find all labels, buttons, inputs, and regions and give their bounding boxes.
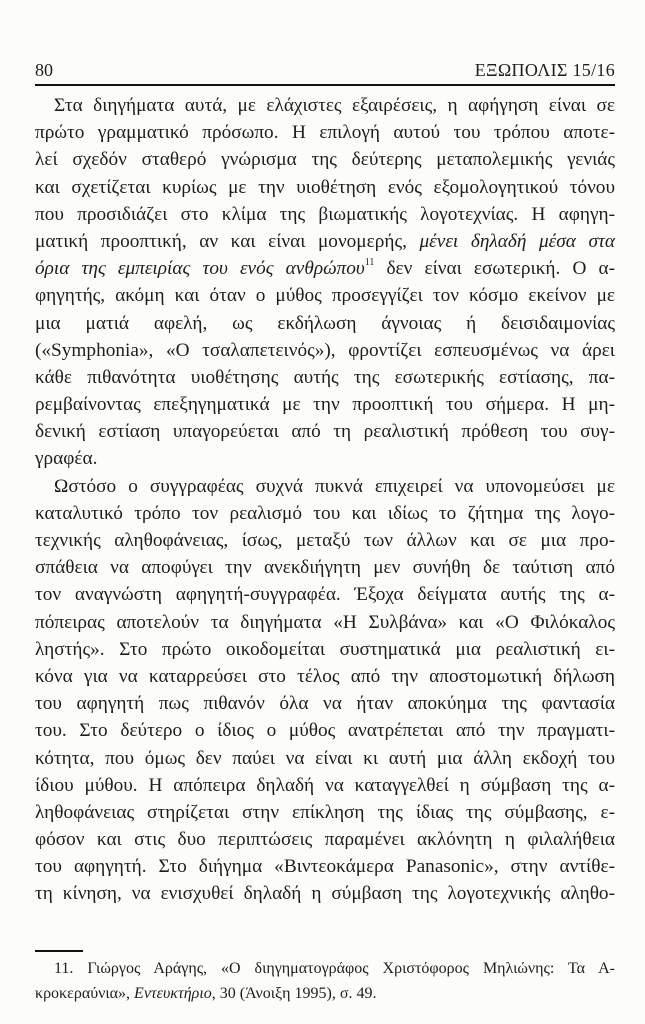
- text-line: [35, 799, 615, 826]
- text-line: [35, 853, 615, 880]
- text-line: [35, 745, 615, 772]
- text-line: [35, 880, 615, 907]
- text-span: ρεμβαίνοντας επεξηγηματικά με την προοπτική του σήμερα. Η μη-: [35, 394, 615, 416]
- footnote-ref: 11: [364, 257, 375, 269]
- text-span: , 30 (Άνοιξη 1995), σ. 49.: [211, 985, 377, 1002]
- text-span: σπάθεια να αποφύγει την ανεκδιήγητη μεν συνήθη δε ταύτιση από: [35, 557, 615, 579]
- text-line: [35, 527, 615, 554]
- text-span: καταλυτικό τρόπο τον ρεαλισμό του και ιδίως το ζήτημα της λογο-: [35, 502, 615, 524]
- text-line: [35, 445, 615, 472]
- text-line: [35, 92, 615, 119]
- text-line: [35, 956, 615, 981]
- paragraph: [35, 473, 615, 908]
- body-text: [35, 92, 615, 908]
- text-line: [35, 690, 615, 717]
- text-line: [35, 554, 615, 581]
- text-line: [35, 609, 615, 636]
- text-span: μια ματιά αφελή, ως εκδήλωση άγνοιας ή δεισιδαιμονίας: [35, 312, 615, 334]
- text-span: τη κίνηση, να ενισχυθεί δηλαδή η σύμβαση της λογοτεχνικής αληθο-: [35, 883, 615, 905]
- text-span: («Symphonia», «Ο τσαλαπετεινός»), φροντίζει εσπευσμένως να άρει: [35, 339, 615, 361]
- text-span: τεχνικής αληθοφάνειας, ίσως, μεταξύ των άλλων και σε μια προ-: [35, 530, 615, 551]
- text-span: ίδιου μύθου. Η απόπειρα δηλαδή να καταγγελθεί η σύμβαση της α-: [35, 774, 615, 796]
- text-line: [35, 636, 615, 663]
- text-span: κροκεραύνια»,: [35, 985, 135, 1002]
- italic-text: Εντευκτήριο: [134, 985, 212, 1002]
- text-span: τον αναγνώστη αφηγητή-συγγραφέα. Έξοχα δείγματα αυτής της α-: [35, 584, 615, 606]
- text-span: ληστής». Στο πρώτο οικοδομείται συστηματικά μια ρεαλιστική ει-: [35, 638, 615, 660]
- running-header: [35, 60, 615, 84]
- text-line: [35, 146, 615, 173]
- text-span: Ωστόσο ο συγγραφέας συχνά πυκνά επιχειρεί να υπονομεύσει με: [54, 475, 615, 497]
- text-line: [35, 310, 615, 337]
- text-line: [35, 581, 615, 608]
- text-span: κότητα, που όμως δεν παύει να είναι κι αυτή μια άλλη εκδοχή του: [35, 747, 615, 769]
- text-span: δεν είναι εσωτερική. Ο α-: [374, 258, 615, 280]
- text-span: φόσον και στις δυο περιπτώσεις παραμένει ακλόνητη η φιλαλήθεια: [35, 829, 615, 851]
- text-span: λεί σχεδόν σταθερό γνώρισμα της δεύτερης μεταπολεμικής γενιάς: [35, 149, 615, 171]
- text-line: [35, 981, 615, 1006]
- text-span: που προσιδιάζει στο κλίμα της βιωματικής λογοτεχνίας. Η αφηγη-: [35, 203, 615, 225]
- footnotes: [35, 956, 615, 1006]
- text-span: κάθε πιθανότητα υιοθέτησης αυτής της εσωτερικής εστίασης, πα-: [35, 366, 615, 388]
- journal-title: ΕΞΩΠΟΛΙΣ 15/16: [474, 60, 615, 80]
- page-number: 80: [35, 60, 53, 80]
- italic-text: μένει δηλαδή μέσα στα: [419, 230, 616, 252]
- text-line: [35, 174, 615, 201]
- text-span: γραφέα.: [35, 448, 98, 470]
- text-span: 11. Γιώργος Αράγης, «Ο διηγηματογράφος Χριστόφορος Μηλιώνης: Τα Α-: [54, 960, 615, 977]
- header-rule: [35, 84, 615, 86]
- text-line: [35, 228, 615, 255]
- text-line: [35, 282, 615, 309]
- text-line: [35, 717, 615, 744]
- text-line: [35, 201, 615, 228]
- text-line: [35, 255, 615, 282]
- text-span: και σχετίζεται κυρίως με την υιοθέτηση ενός εξομολογητικού τόνου: [35, 176, 615, 198]
- text-span: πόπειρας αποτελούν τα διηγήματα «Η Συλβάνα» και «Ο Φιλόκαλος: [35, 611, 615, 633]
- text-span: του. Στο δεύτερο ο ίδιος ο μύθος ανατρέπεται από την πραγματι-: [35, 720, 615, 742]
- paragraph: [35, 92, 615, 473]
- text-line: [35, 826, 615, 853]
- text-span: Στα διηγήματα αυτά, με ελάχιστες εξαιρέσεις, η αφήγηση είναι σε: [54, 95, 615, 116]
- text-line: [35, 337, 615, 364]
- footnote-rule: [35, 950, 83, 952]
- text-span: ληθοφάνειας στηρίζεται στην επίκληση της ίδιας της σύμβασης, ε-: [35, 801, 615, 823]
- text-span: φηγητής, ακόμη και όταν ο μύθος προσεγγίζει τον κόσμο εκείνον με: [35, 285, 615, 307]
- text-line: [35, 500, 615, 527]
- text-line: [35, 364, 615, 391]
- text-line: [35, 772, 615, 799]
- text-line: [35, 418, 615, 445]
- text-span: ματική προοπτική, αν και είναι μονομερής,: [35, 230, 420, 252]
- text-span: του αφηγητή. Στο διήγημα «Βιντεοκάμερα Panasonic», στην αντίθε-: [35, 856, 615, 878]
- text-span: του αφηγητή πως πιθανόν όλα να ήταν αποκύημα της φαντασία: [35, 693, 615, 715]
- text-line: [35, 663, 615, 690]
- footnote: [35, 956, 615, 1006]
- text-span: πρώτο γραμματικό πρόσωπο. Η επιλογή αυτού του τρόπου αποτε-: [35, 122, 615, 144]
- italic-text: όρια της εμπειρίας του ενός ανθρώπου: [35, 258, 365, 280]
- text-line: [35, 119, 615, 146]
- text-span: δενική εστίαση υπαγορεύεται από τη ρεαλιστική πρόθεση του συγ-: [35, 421, 615, 443]
- text-line: [35, 473, 615, 500]
- text-span: κόνα για να καταρρεύσει στο τέλος από την αποστομωτική δήλωση: [35, 665, 615, 687]
- text-line: [35, 391, 615, 418]
